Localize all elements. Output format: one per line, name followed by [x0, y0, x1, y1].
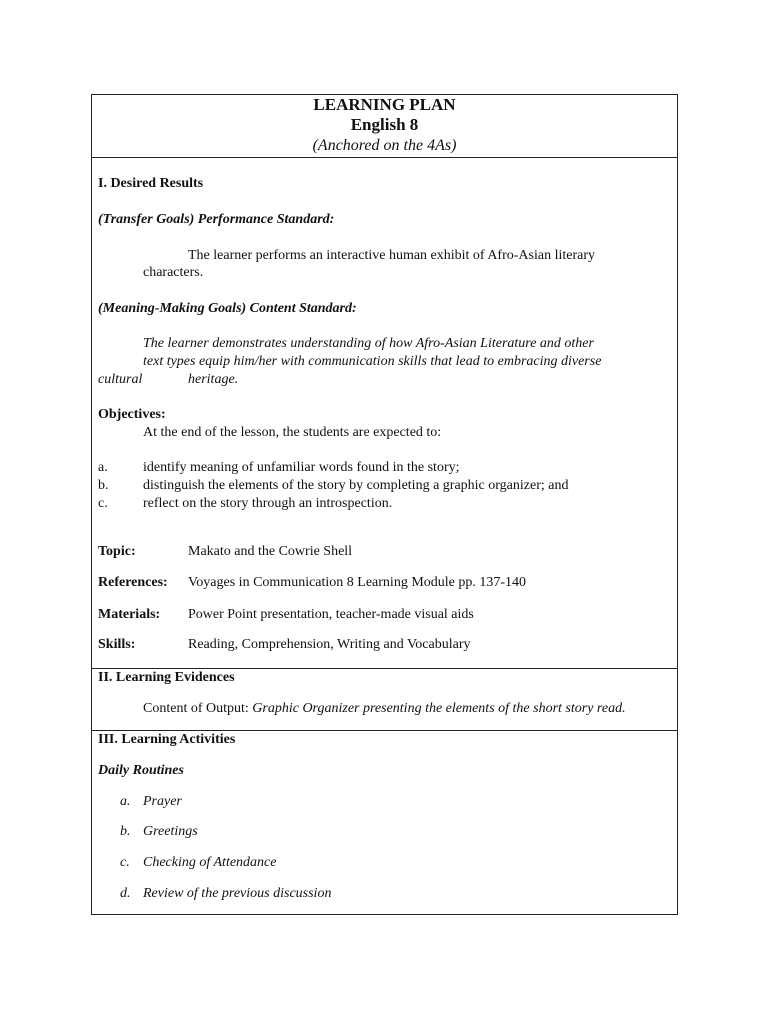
performance-standard-line: characters. — [143, 265, 204, 280]
plan-anchor: (Anchored on the 4As) — [312, 137, 457, 154]
routine-marker: c. — [120, 855, 130, 870]
plan-title: LEARNING PLAN — [313, 95, 456, 114]
routine-item: Prayer — [143, 794, 182, 809]
content-standard-line: heritage. — [188, 372, 239, 387]
objective-marker: a. — [98, 460, 108, 475]
content-standard-label: (Meaning-Making Goals) Content Standard: — [98, 301, 357, 316]
section-heading-learning-evidences: II. Learning Evidences — [98, 670, 235, 685]
routine-marker: a. — [120, 794, 131, 809]
routine-item: Review of the previous discussion — [143, 886, 332, 901]
detail-label-materials: Materials: — [98, 607, 161, 622]
detail-value-materials: Power Point presentation, teacher-made visual aids — [188, 607, 474, 622]
learning-activities-section — [92, 731, 677, 914]
section-heading-learning-activities: III. Learning Activities — [98, 732, 236, 747]
detail-label-skills: Skills: — [98, 637, 136, 652]
content-standard-line: text types equip him/her with communication skills that lead to embracing diverse — [143, 354, 602, 369]
objective-marker: b. — [98, 478, 109, 493]
output-label: Content of Output: — [143, 701, 249, 716]
learning-evidences-section — [92, 669, 677, 731]
detail-value-skills: Reading, Comprehension, Writing and Vocabulary — [188, 637, 471, 652]
detail-label-references: References: — [98, 575, 168, 590]
objectives-label: Objectives: — [98, 407, 166, 422]
output-content — [143, 700, 626, 718]
detail-value-references: Voyages in Communication 8 Learning Module pp. 137-140 — [188, 575, 527, 590]
objectives-intro: At the end of the lesson, the students are expected to: — [143, 425, 442, 440]
objective-item: reflect on the story through an introspection. — [143, 496, 393, 511]
performance-standard-label: (Transfer Goals) Performance Standard: — [98, 212, 335, 227]
plan-header — [92, 95, 677, 158]
objective-item: identify meaning of unfamiliar words found in the story; — [143, 460, 460, 475]
routine-marker: b. — [120, 824, 131, 839]
detail-label-topic: Topic: — [98, 544, 136, 559]
plan-subject: English 8 — [350, 115, 419, 134]
learning-plan-document — [91, 94, 678, 915]
desired-results-section — [92, 158, 677, 669]
performance-standard-line: The learner performs an interactive human exhibit of Afro-Asian literary — [188, 248, 596, 263]
routine-item: Checking of Attendance — [143, 855, 277, 870]
daily-routines-label: Daily Routines — [98, 763, 184, 778]
output-value: Graphic Organizer presenting the elements of the short story read. — [252, 701, 626, 716]
content-standard-line: The learner demonstrates understanding of how Afro-Asian Literature and other — [143, 336, 594, 351]
objective-item: distinguish the elements of the story by completing a graphic organizer; and — [143, 478, 569, 493]
content-standard-line: cultural — [98, 372, 143, 387]
routine-marker: d. — [120, 886, 131, 901]
detail-value-topic: Makato and the Cowrie Shell — [188, 544, 353, 559]
routine-item: Greetings — [143, 824, 198, 839]
section-heading-desired-results: I. Desired Results — [98, 176, 204, 191]
objective-marker: c. — [98, 496, 108, 511]
